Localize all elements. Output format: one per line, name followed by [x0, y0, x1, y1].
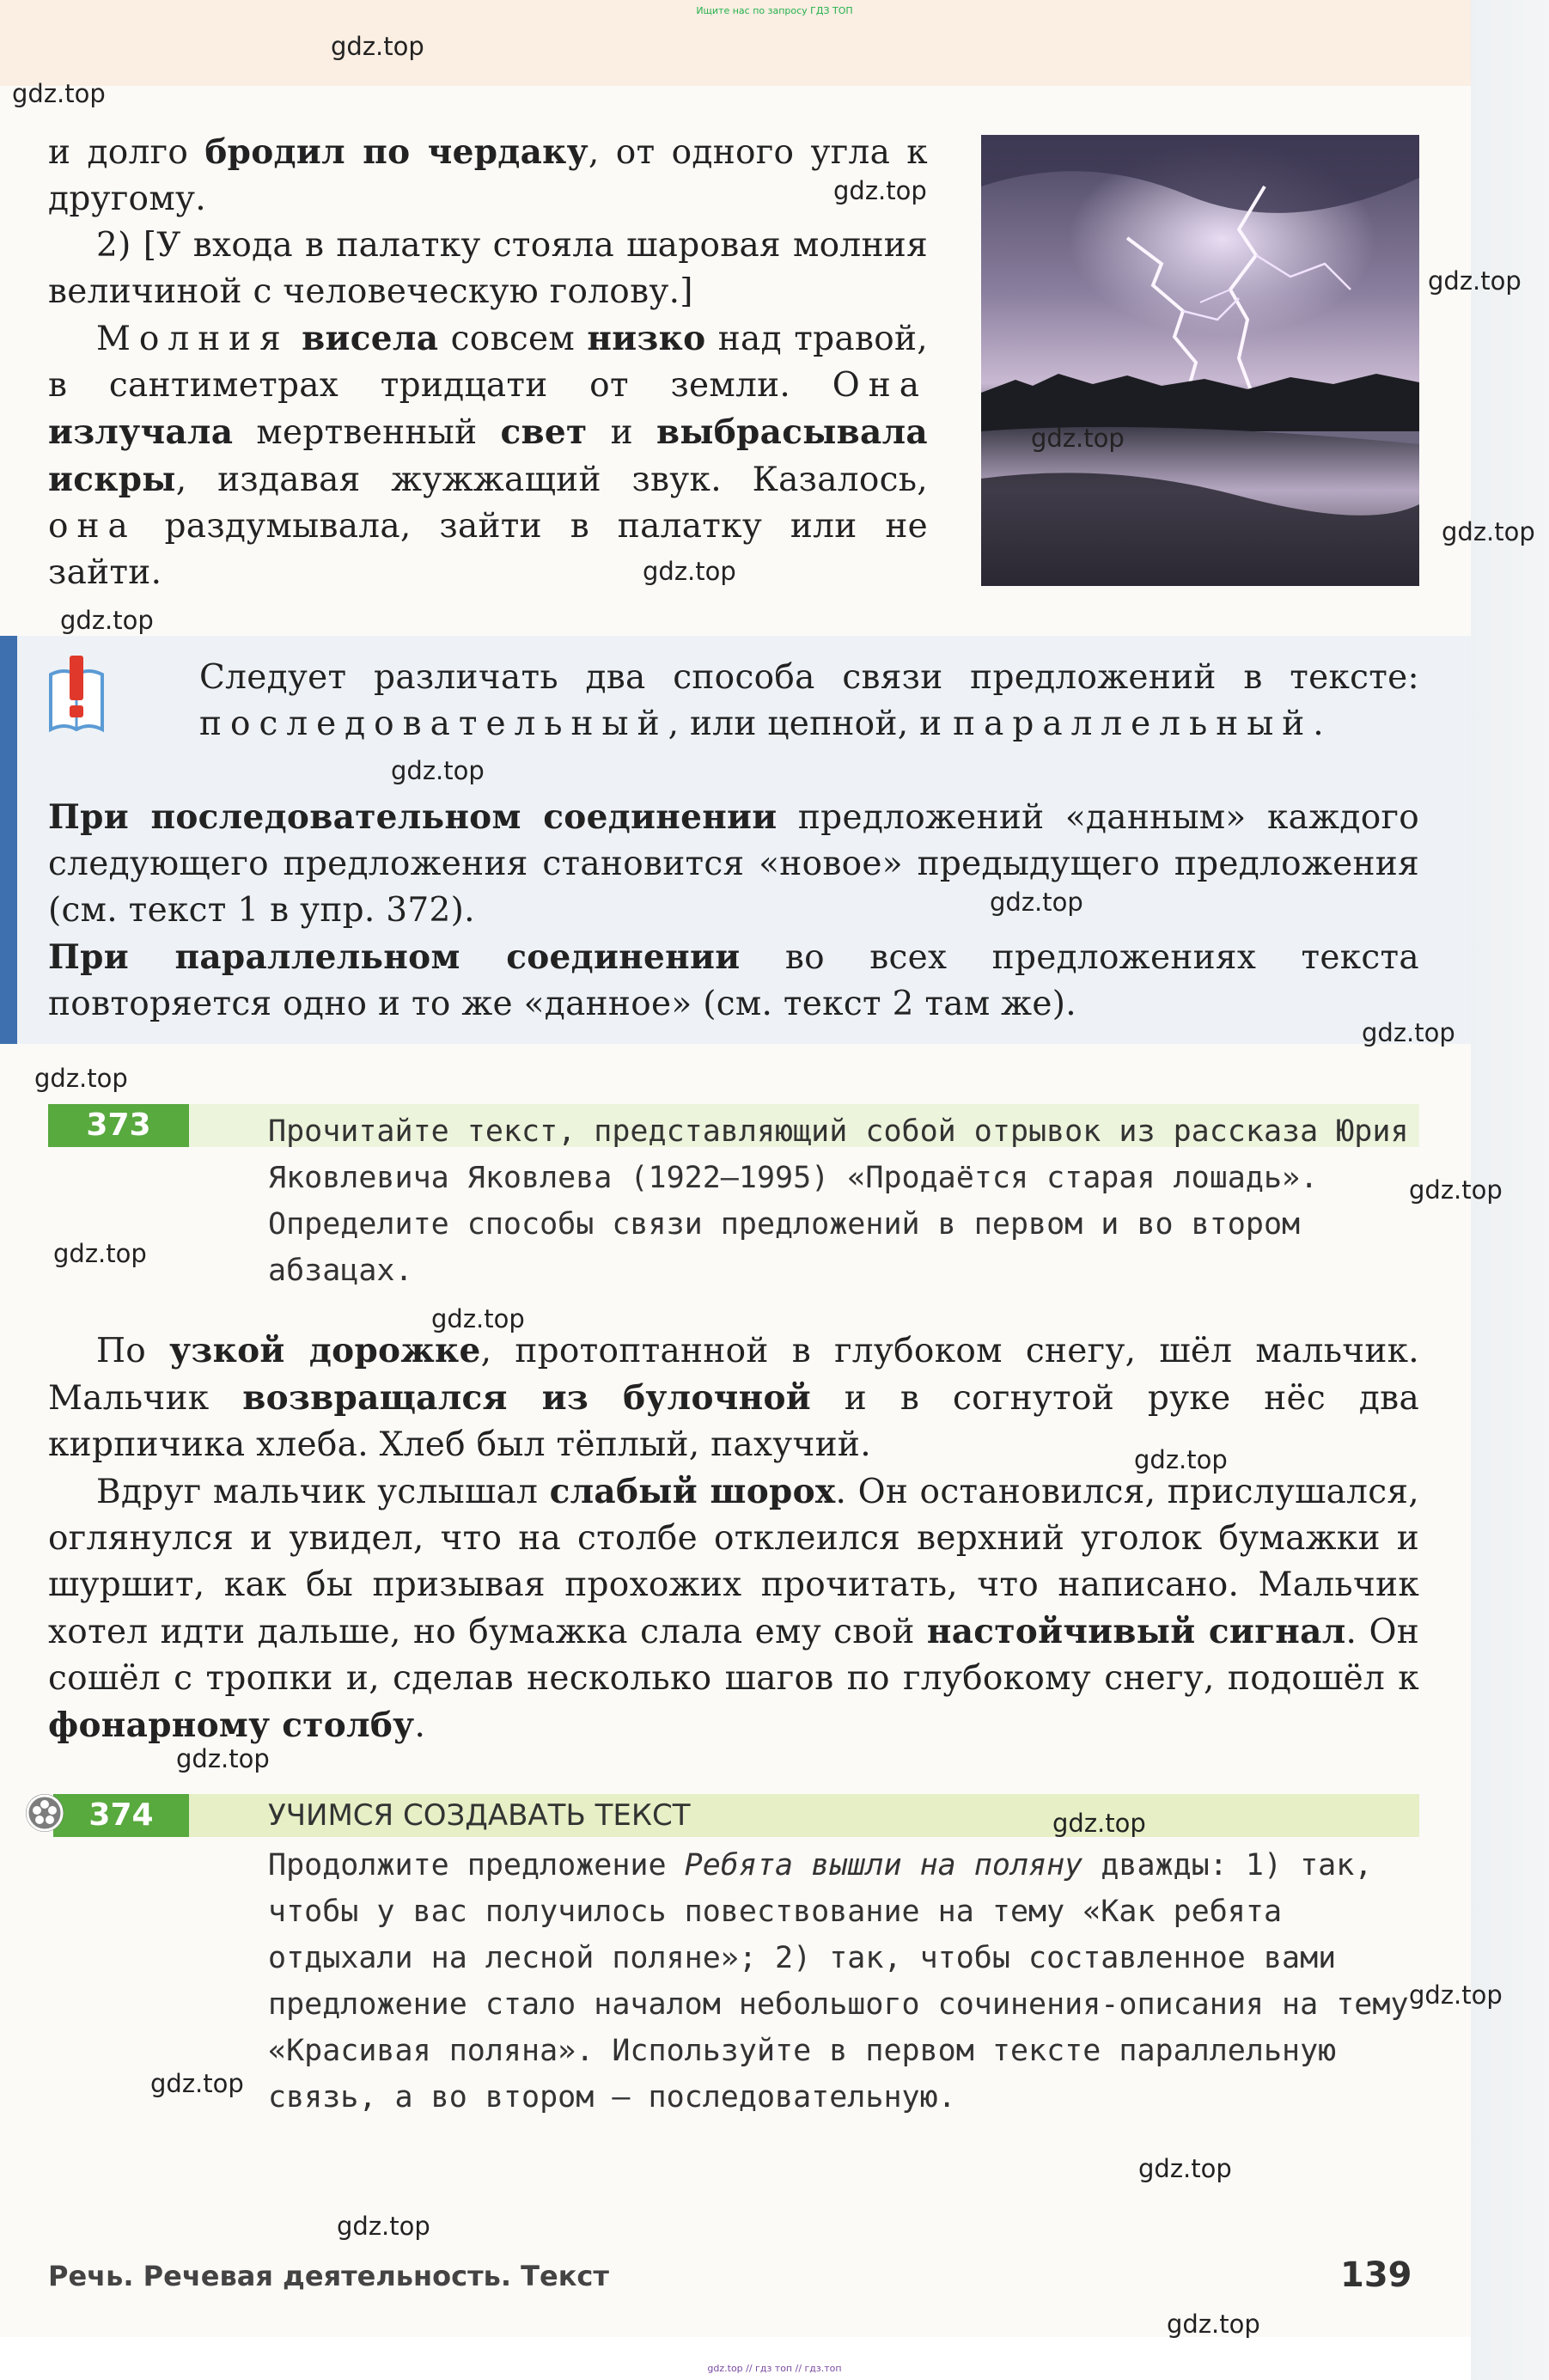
rule-paragraph-2: [48, 794, 1419, 934]
footer-section-title: Речь. Речевая деятельность. Текст: [48, 2260, 609, 2292]
text-run: .: [414, 1706, 426, 1745]
text-run: , протоптанной в глубоком снегу, шёл мальчик. Мальчик: [48, 1332, 1419, 1418]
bold-term: низко: [587, 319, 706, 358]
watermark: gdz.top: [1167, 2310, 1260, 2339]
text-run: и долго: [48, 133, 205, 172]
text-run: Продолжите предложение: [268, 1848, 685, 1883]
text-run: над травой, в сантиметрах тридцати от земли.: [48, 320, 928, 405]
text-run: . Он остановился, прислушался, оглянулся и увидел, что на столбе отклеился верхний уголок бумажки и шуршит, как бы призывая прохожих прочитать, что написано. Мальчик хотел идти дальше, но бумажка слала ему свой: [48, 1473, 1420, 1651]
exercise-374-task: [268, 1842, 1419, 2121]
rule-paragraph-1: [199, 655, 1419, 748]
top-notice: Ищите нас по запросу ГДЗ ТОП: [696, 5, 853, 16]
exercise-373-text: [48, 1327, 1419, 1749]
watermark: gdz.top: [1031, 424, 1125, 453]
rule-accent-bar: [0, 636, 17, 1044]
bold-term: При последовательном соединении: [48, 797, 778, 837]
paragraph-3: [48, 315, 928, 596]
text-run: раздумывала, зайти в палатку или не зайти.: [48, 507, 928, 592]
watermark: gdz.top: [1409, 1175, 1503, 1205]
watermark: gdz.top: [1134, 1445, 1228, 1474]
bold-term: свет: [500, 412, 588, 452]
bold-term: возвращался из булочной: [242, 1378, 812, 1418]
paragraph-2: [48, 223, 928, 315]
text-run: .: [1313, 705, 1324, 743]
page-number: 139: [1340, 2255, 1412, 2295]
bottom-notice: gdz.top // гдз топ // гдз.топ: [707, 2363, 842, 2374]
bold-term: настойчивый сигнал: [926, 1612, 1346, 1651]
watermark: gdz.top: [643, 557, 736, 586]
text-run: , от одного угла к другому.: [48, 133, 928, 218]
bold-term: При параллельном соединении: [48, 937, 741, 977]
text-run: По: [96, 1332, 170, 1370]
exercise-373-task: Прочитайте текст, представляющий собой отрывок из рассказа Юрия Яковлевича Яковлева (1922—1995) «Продаётся старая лошадь». Определите способы связи предложений в первом и во втором абзацах.: [268, 1114, 1409, 1288]
text-run: совсем: [438, 320, 588, 358]
text-run: во всех предложениях текста повторяется одно и то же «данное» (см. текст 2 там же).: [48, 938, 1419, 1023]
watermark: gdz.top: [1428, 266, 1522, 296]
watermark: gdz.top: [1138, 2154, 1232, 2183]
creative-task-icon: [26, 1794, 64, 1832]
lightning-photo: [981, 135, 1419, 586]
watermark: gdz.top: [150, 2069, 244, 2098]
watermark: gdz.top: [990, 888, 1083, 917]
text-run: [290, 320, 302, 358]
text-run: 2) [У входа в палатку стояла шаровая молния величиной с человеческую голову.]: [48, 226, 928, 311]
bold-term: бродил по чердаку: [204, 132, 588, 172]
text-run: дважды: 1) так, чтобы у вас получилось повествование на тему «Как ребята отдыхали на лесной поляне»; 2) так, чтобы составленное вами предложение стало началом небольшого сочинения-описания на тему «Красивая поляна». Используйте в первом тексте параллельную связь, а во втором — последовательную.: [268, 1848, 1409, 2115]
bold-term: излучала: [48, 412, 234, 452]
watermark: gdz.top: [1409, 1980, 1503, 2010]
text-run: предложений «данным» каждого следующего предложения становится «новое» предыдущего предложения (см. текст 1 в упр. 372).: [48, 798, 1419, 930]
text-run: , или цепной, и: [668, 705, 954, 743]
bold-term: слабый шорох: [549, 1472, 836, 1511]
watermark: gdz.top: [1362, 1018, 1455, 1047]
watermark: gdz.top: [1052, 1809, 1146, 1838]
spaced-term: она: [48, 507, 137, 546]
rule-paragraph-3: [48, 934, 1419, 1028]
watermark: gdz.top: [1442, 517, 1535, 546]
paragraph-1: [48, 129, 928, 223]
italic-term: Ребята вышли на поляну: [684, 1848, 1083, 1883]
bold-term: висела: [302, 319, 439, 358]
text-run: . Он сошёл с тропки и, сделав несколько шагов по глубокому снегу, подошёл к: [48, 1613, 1420, 1698]
exercise-374-number: 374: [53, 1794, 189, 1837]
spaced-term: Она: [832, 366, 928, 405]
bold-term: узкой дорожке: [169, 1331, 481, 1370]
watermark: gdz.top: [53, 1239, 147, 1268]
text-run: , издавая жужжащий звук. Казалось,: [175, 461, 928, 499]
watermark: gdz.top: [391, 756, 485, 785]
exercise-374-heading: УЧИМСЯ СОЗДАВАТЬ ТЕКСТ: [268, 1798, 691, 1833]
text-continuation: [48, 129, 928, 596]
watermark: gdz.top: [12, 79, 106, 108]
spaced-term: Молния: [96, 320, 290, 358]
spaced-term: параллельный: [953, 705, 1314, 743]
bold-term: фонарному столбу: [48, 1706, 415, 1745]
exercise-373-number: 373: [48, 1104, 189, 1147]
text-run: Вдруг мальчик услышал: [96, 1473, 550, 1511]
bold-term: выбрасывала искры: [48, 412, 928, 499]
watermark: gdz.top: [833, 176, 927, 205]
watermark: gdz.top: [176, 1744, 270, 1773]
watermark: gdz.top: [331, 32, 424, 61]
watermark: gdz.top: [60, 606, 154, 635]
watermark: gdz.top: [34, 1064, 128, 1093]
exclamation-book-icon: [47, 656, 106, 733]
watermark: gdz.top: [337, 2212, 430, 2241]
text-run: и: [587, 413, 656, 452]
text-run: Следует различать два способа связи предложений в тексте:: [199, 658, 1419, 697]
exercise-373-paragraph-2: [48, 1468, 1419, 1749]
spaced-term: последовательный: [199, 705, 668, 743]
text-run: и в согнутой руке нёс два кирпичика хлеба. Хлеб был тёплый, пахучий.: [48, 1379, 1419, 1464]
watermark: gdz.top: [431, 1304, 525, 1333]
text-run: мертвенный: [233, 413, 501, 452]
